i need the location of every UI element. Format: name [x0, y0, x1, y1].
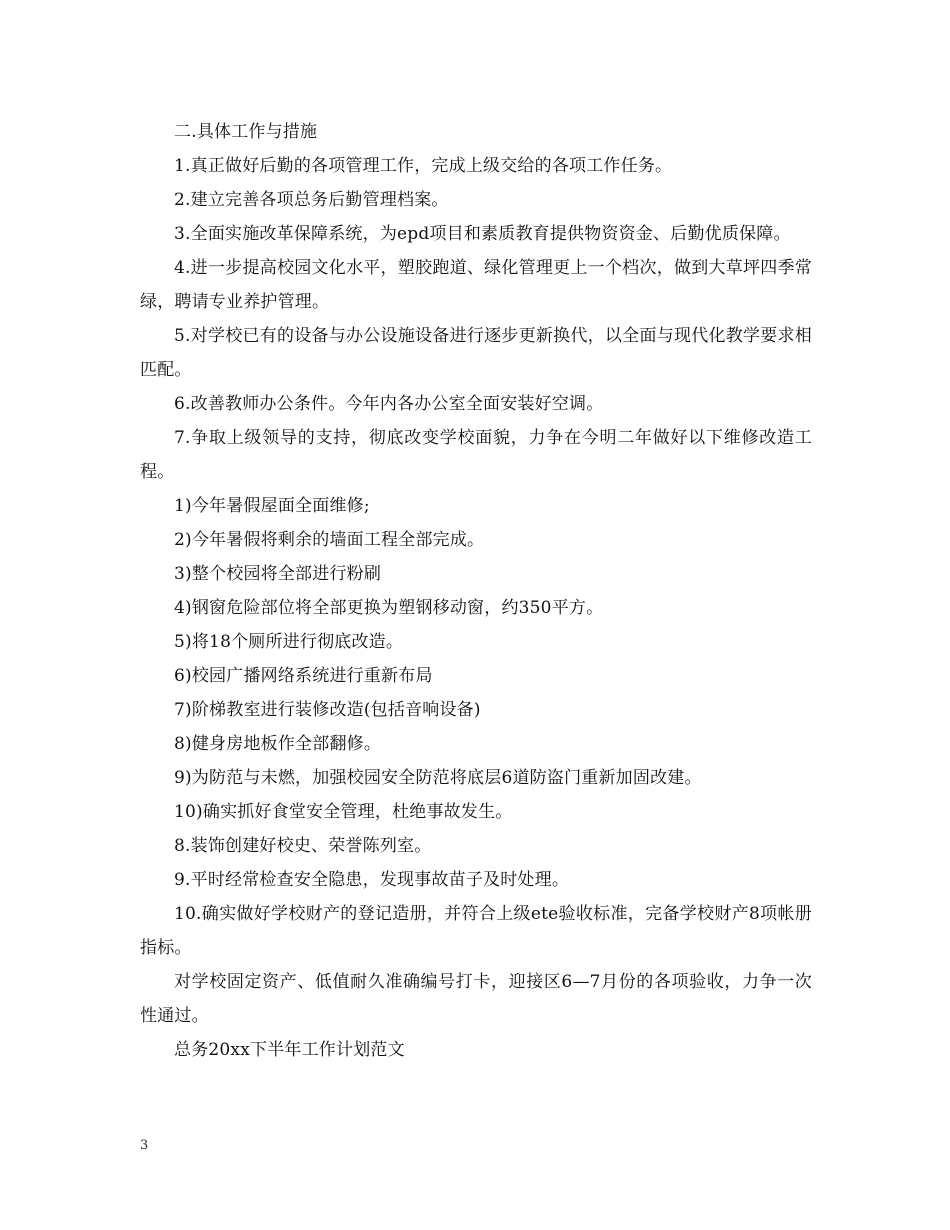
subitem-10: 10)确实抓好食堂安全管理，杜绝事故发生。	[174, 802, 513, 822]
paragraph-item-5: 5.对学校已有的设备与办公设施设备进行逐步更新换代，以全面与现代化教学要求相匹配。	[140, 326, 812, 380]
subitem-9: 9)为防范与未燃，加强校园安全防范将底层6道防盗门重新加固改建。	[174, 768, 702, 788]
subitem-6: 6)校园广播网络系统进行重新布局	[174, 666, 433, 686]
paragraph-item-1: 1.真正做好后勤的各项管理工作，完成上级交给的各项工作任务。	[174, 156, 673, 176]
subitem-5: 5)将18个厕所进行彻底改造。	[174, 632, 404, 652]
subitem-8: 8)健身房地板作全部翻修。	[174, 734, 382, 754]
paragraph-assets: 对学校固定资产、低值耐久准确编号打卡，迎接区6—7月份的各项验收，力争一次性通过。	[140, 972, 812, 1026]
section-heading: 二.具体工作与措施	[174, 122, 318, 142]
paragraph-item-3: 3.全面实施改革保障系统，为epd项目和素质教育提供物资资金、后勤优质保障。	[174, 224, 791, 244]
subitem-3: 3)整个校园将全部进行粉刷	[174, 564, 382, 584]
next-section-title: 总务20xx下半年工作计划范文	[174, 1040, 405, 1060]
page-number: 3	[140, 1138, 149, 1153]
subitem-2: 2)今年暑假将剩余的墙面工程全部完成。	[174, 530, 485, 550]
paragraph-item-2: 2.建立完善各项总务后勤管理档案。	[174, 190, 449, 210]
paragraph-item-8: 8.装饰创建好校史、荣誉陈列室。	[174, 836, 432, 856]
paragraph-item-10: 10.确实做好学校财产的登记造册，并符合上级ete验收标准，完备学校财产8项帐册指标。	[140, 904, 812, 958]
subitem-1: 1)今年暑假屋面全面维修;	[174, 496, 370, 516]
paragraph-item-9: 9.平时经常检查安全隐患，发现事故苗子及时处理。	[174, 870, 570, 890]
subitem-4: 4)钢窗危险部位将全部更换为塑钢移动窗，约350平方。	[174, 598, 604, 618]
paragraph-item-6: 6.改善教师办公条件。今年内各办公室全面安装好空调。	[174, 394, 604, 414]
document-body	[140, 115, 812, 1067]
subitem-7: 7)阶梯教室进行装修改造(包括音响设备)	[174, 700, 481, 720]
paragraph-item-4: 4.进一步提高校园文化水平，塑胶跑道、绿化管理更上一个档次，做到大草坪四季常绿，聘请专业养护管理。	[140, 258, 812, 312]
paragraph-item-7: 7.争取上级领导的支持，彻底改变学校面貌，力争在今明二年做好以下维修改造工程。	[140, 428, 812, 482]
